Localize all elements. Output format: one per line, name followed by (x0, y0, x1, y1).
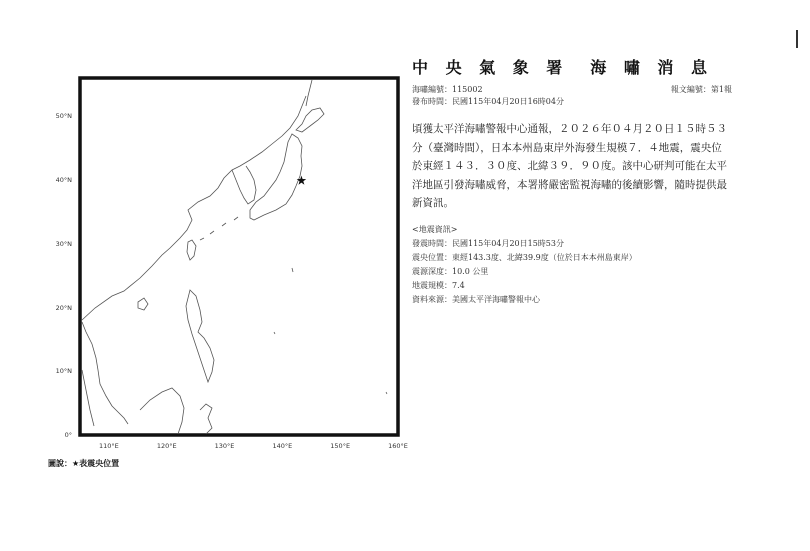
japan-coast (250, 134, 302, 220)
lat-tick-label: 30°N (55, 239, 72, 248)
tsunami-bulletin (412, 55, 732, 307)
map-legend: 圖說：★表震央位置 (48, 459, 120, 468)
epicenter-location: 震央位置：東經143.3度、北緯39.9度（位於日本本州島東岸） (412, 252, 637, 262)
ryukyu-islands (200, 217, 238, 240)
lat-tick-label: 10°N (55, 367, 72, 376)
hokkaido-coast (296, 108, 324, 132)
origin-time: 發震時間：民國115年04月20日15時53分 (412, 238, 564, 248)
philippines-coast (186, 290, 214, 382)
report-number: 報文編號：第1報 (670, 85, 732, 94)
lon-tick-label: 140°E (272, 442, 293, 450)
china-coast (82, 96, 306, 320)
taiwan-coast (187, 240, 196, 260)
sakhalin-coast (306, 80, 312, 106)
map-frame (80, 78, 398, 435)
lon-tick-label: 150°E (330, 442, 351, 450)
indochina-coast (82, 322, 128, 426)
coastlines (82, 80, 387, 434)
epicenter-star-icon (297, 176, 307, 185)
lat-tick-label: 40°N (55, 176, 72, 184)
bulletin-meta-row (412, 84, 732, 96)
sulawesi-coast (200, 404, 212, 434)
tsunami-number: 海嘯編號：115002 (412, 85, 483, 94)
data-source: 資料來源：美國太平洋海嘯警報中心 (412, 294, 540, 304)
map-canvas (40, 70, 410, 470)
magnitude: 地震規模：7.4 (412, 280, 465, 290)
epicenter-map (40, 70, 410, 480)
lon-tick-label: 110°E (99, 442, 119, 450)
focal-depth: 震源深度：10.0 公里 (412, 266, 489, 276)
pacific-islands (274, 268, 387, 394)
earthquake-info-header: <地震資訊> (412, 224, 458, 234)
bulletin-title: 中 央 氣 象 署 海 嘯 消 息 (412, 58, 713, 77)
issue-time: 發布時間：民國115年04月20日16時04分 (412, 97, 564, 106)
lat-tick-label: 0° (64, 431, 72, 439)
hainan-coast (138, 298, 148, 310)
lon-tick-label: 120°E (156, 442, 177, 450)
bulletin-body: 頃獲太平洋海嘯警報中心通報，２０２６年０４月２０日１５時５３分（臺灣時間），日本本州島東岸外海發生規模７．４地震，震央位於東經１４３．３０度、北緯３９．９０度。該中心研判可能在太平洋地區引發海嘯威脅，本署將嚴密監視海嘯的後續影響，隨時提供最新資訊。 (412, 123, 727, 209)
lon-tick-label: 160°E (388, 442, 408, 450)
page-corner-mark (796, 30, 798, 48)
lon-tick-label: 130°E (214, 442, 235, 450)
korea-coast (232, 166, 256, 204)
lat-tick-label: 20°N (55, 303, 72, 312)
borneo-coast (140, 388, 184, 434)
lat-tick-label: 50°N (55, 112, 72, 121)
